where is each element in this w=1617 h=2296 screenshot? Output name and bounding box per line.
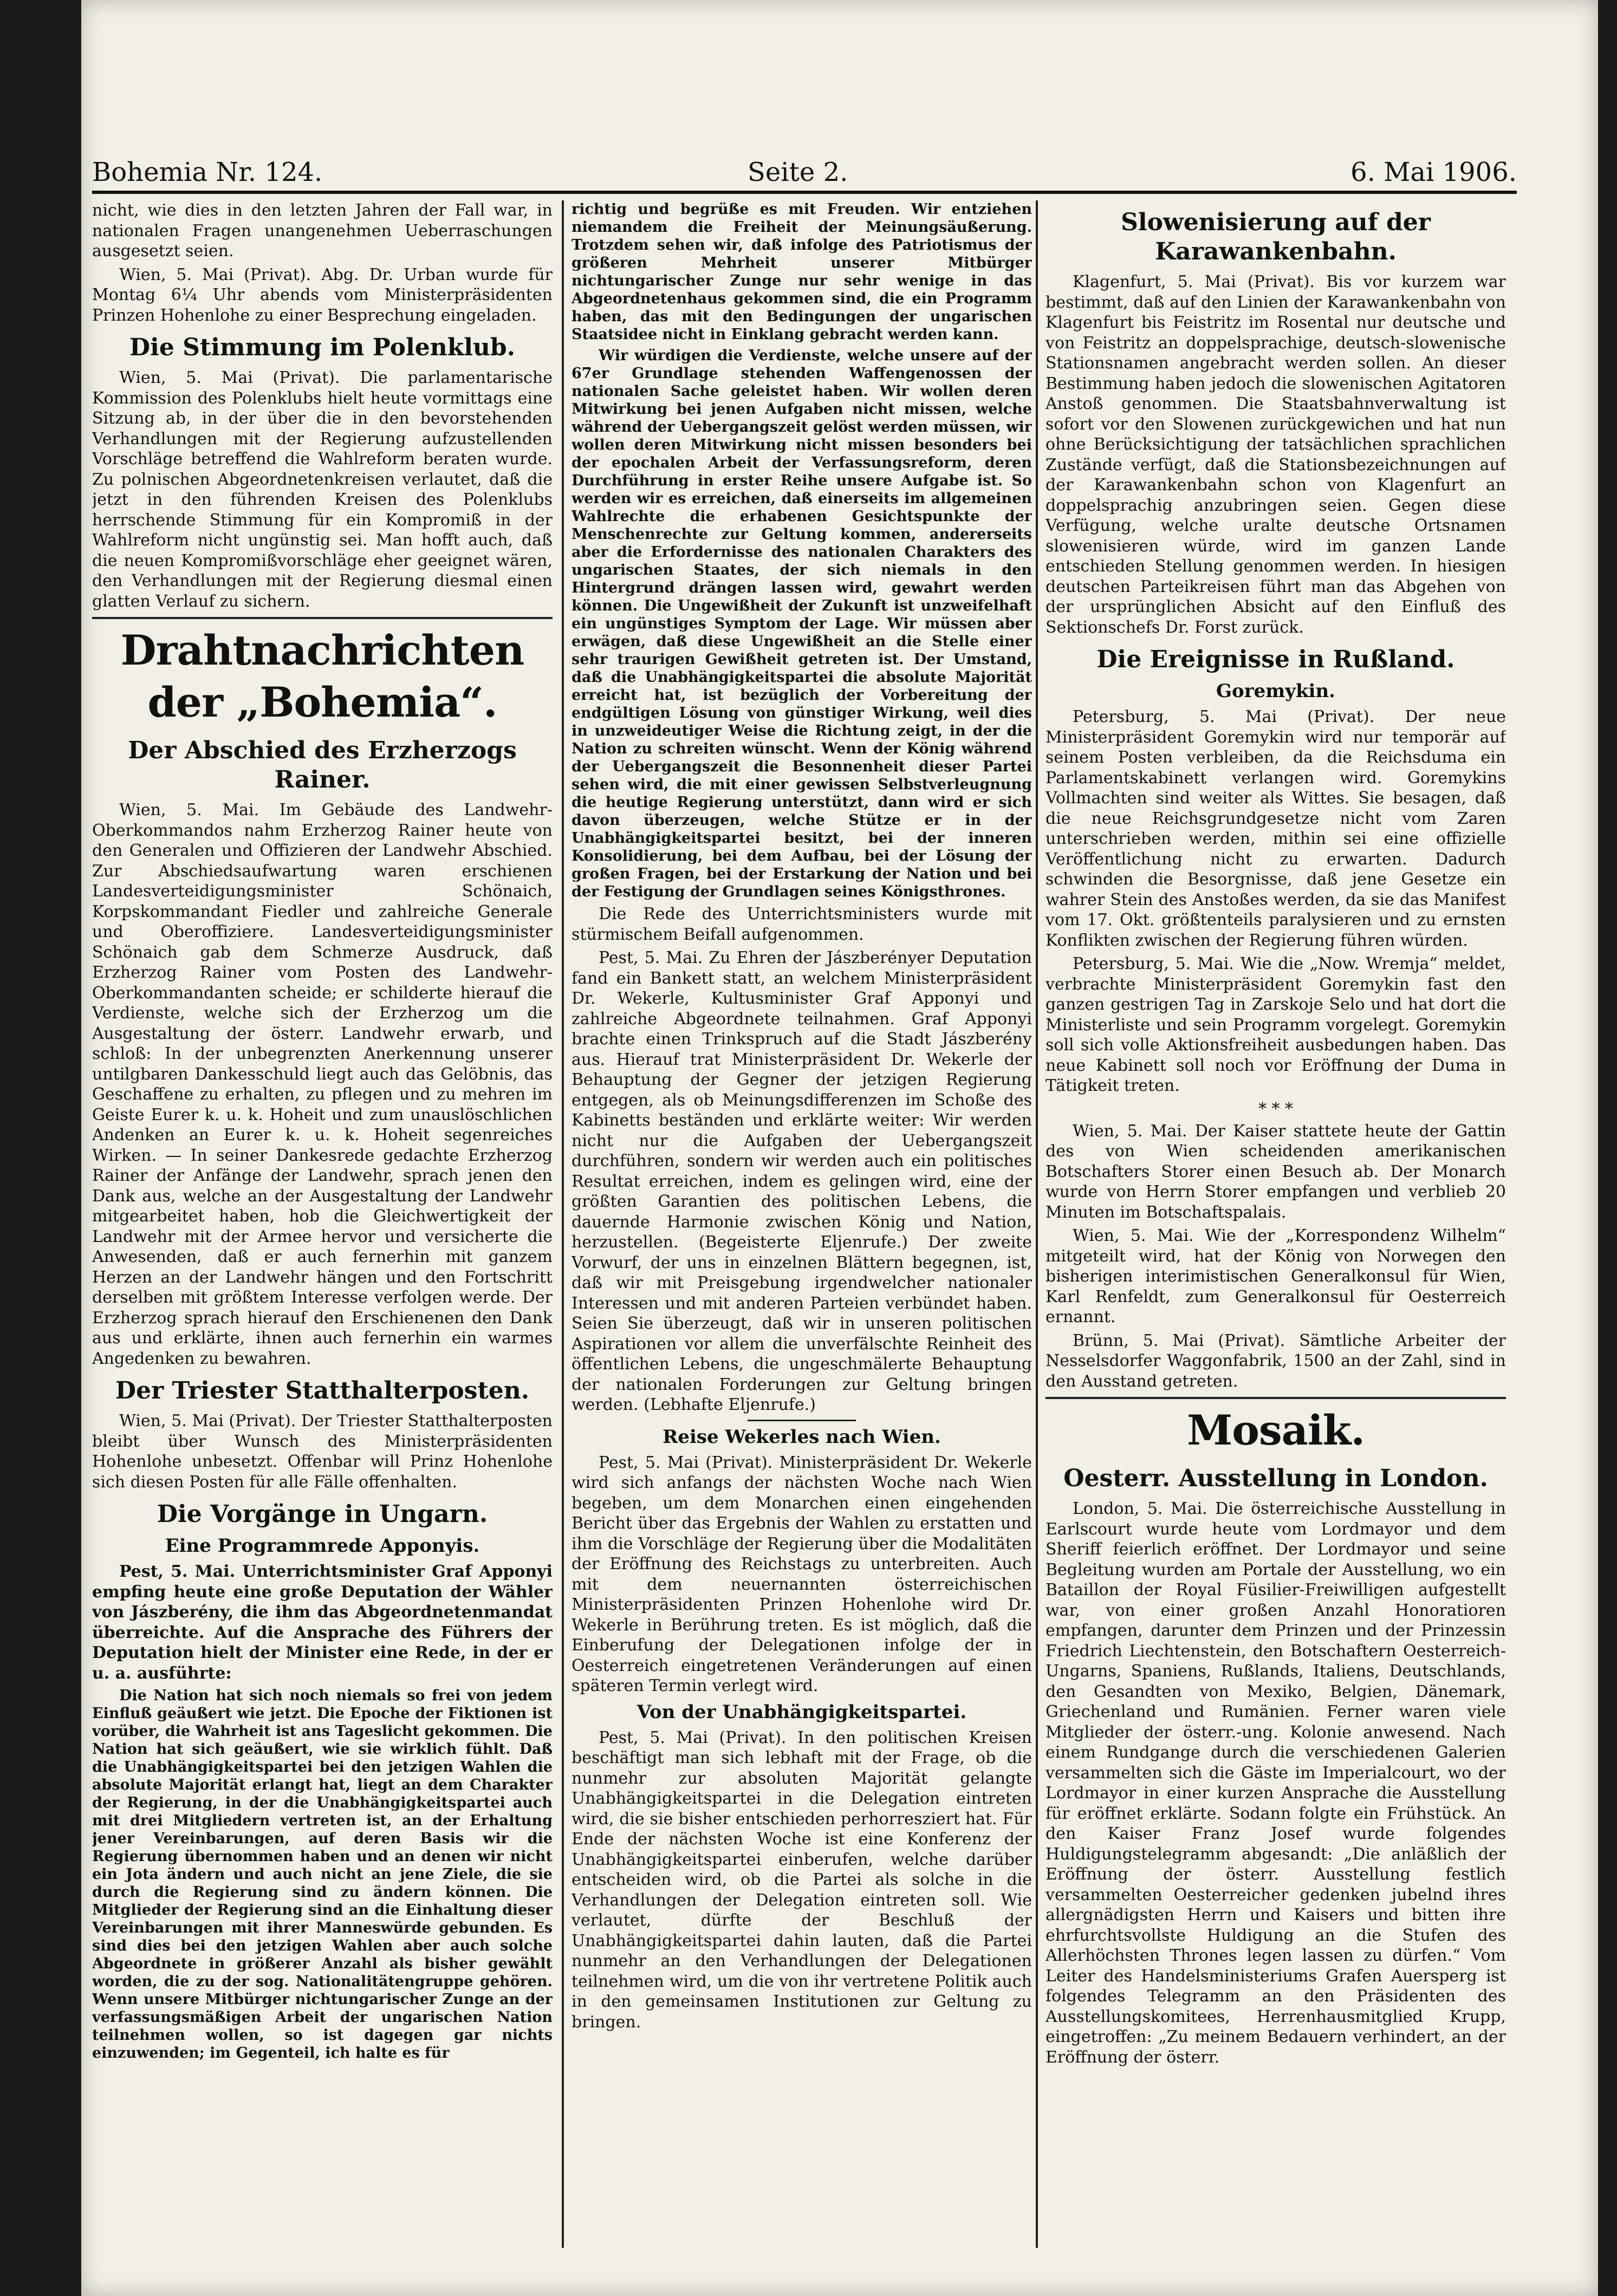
page-header (92, 157, 1517, 195)
headline-ungarn: Die Vorgänge in Ungarn. (157, 1500, 488, 1528)
article-text: Wien, 5. Mai. Wie der „Korrespondenz Wilhelm“ mitgeteilt wird, hat der König von Norwegen den bisherigen interimistischen Generalkonsul für Wien, Karl Renfeldt, zum Generalkonsul für Oesterreich ernannt. (1045, 1226, 1506, 1326)
column-1 (92, 200, 553, 2248)
section-title-mosaik: Mosaik. (1187, 1406, 1365, 1454)
article-text: Die Nation hat sich noch niemals so frei von jedem Einfluß geäußert wie jetzt. Die Epoche der Fiktionen ist vorüber, die Wahrheit ist ans Tageslicht gekommen. Die Nation hat sich geäußert, wie sie wirklich fühlt. Daß die Unabhängigkeitspartei bei den jetzigen Wahlen die absolute Majorität erlangt hat, liegt an dem Charakter der Regierung, in der die Unabhängigkeitspartei auch mit drei Mitgliedern vertreten ist, an der Erhaltung jener Vereinbarungen, auf deren Basis wir die Regierung übernommen haben und an denen wir nicht ein Jota ändern und auch nicht an jene Ziele, die sie durch die Regierung sind zu ändern können. Die Mitglieder der Regierung sind an die Einhaltung dieser Vereinbarungen mit ihrer Manneswürde gebunden. Es sind dies bei den jetzigen Wahlen aber auch solche Abgeordnete in größerer Anzahl als bisher gewählt worden, die zu der sog. Nationalitätengruppe gehören. Wenn unsere Mitbürger nichtungarischer Zunge an der verfassungsmäßigen Arbeit der ungarischen Nation teilnehmen wollen, so ist dagegen gar nichts einzuwenden; im Gegenteil, ich halte es für (92, 1687, 553, 2061)
section-rule (1045, 1397, 1506, 1399)
article-text: Wien, 5. Mai. Im Gebäude des Landwehr-Oberkommandos nahm Erzherzog Rainer heute von den Generalen und Offizieren der Landwehr Abschied. Zur Abschiedsaufwartung waren erschienen Landesverteidigungsminister Schönaich, Korpskommandant Fiedler und zahlreiche Generale und Oberoffiziere. Landesverteidigungsminister Schönaich gab dem Schmerze Ausdruck, daß Erzherzog Rainer vom Posten des Landwehr-Oberkommandanten scheide; er schilderte hierauf die Verdienste, welche sich der Erzherzog um die Ausgestaltung der österr. Landwehr erwarb, und schloß: In der unbegrenzten Anerkennung unserer untilgbaren Dankesschuld liegt auch das Gelöbnis, das Geschaffene zu erhalten, zu pflegen und zu mehren im Geiste Eurer k. u. k. Hoheit und zum unauslöschlichen Andenken an Eurer k. u. k. Hoheit segenreiches Wirken. — In seiner Dankesrede gedachte Erzherzog Rainer der Anfänge der Landwehr, sprach jenen den Dank aus, welche an der Ausgestaltung der Landwehr mitgearbeitet haben, hob die Gleichwertigkeit der Landwehr mit der Armee hervor und versicherte die Anwesenden, daß er auch fernerhin mit ganzem Herzen an der Landwehr hängen und den Fortschritt derselben mit größtem Interesse verfolgen werde. Der Erzherzog sprach hierauf den Erschienenen den Dank aus und erklärte, ihnen auch fernerhin ein warmes Angedenken zu bewahren. (92, 801, 553, 1368)
article-text: London, 5. Mai. Die österreichische Ausstellung in Earlscourt wurde heute vom Lordmayor und dem Sheriff feierlich eröffnet. Der Lordmayor und seine Begleitung wurden am Portale der Ausstellung, wo ein Bataillon der Royal Füsilier-Freiwilligen aufgestellt war, von einer großen Anzahl Honoratioren empfangen, darunter dem Prinzen und der Prinzessin Friedrich Liechtenstein, den Botschaftern Oesterreich-Ungarns, Spaniens, Rußlands, Italiens, Deutschlands, den Gesandten von Mexiko, Belgien, Dänemark, Griechenland und Rumänien. Ferner waren viele Mitglieder der österr.-ung. Kolonie anwesend. Nach einem Rundgange durch die verschiedenen Galerien versammelten sich die Gäste im Imperialcourt, wo der Lordmayor in einer kurzen Ansprache die Ausstellung für eröffnet erklärte. Sodann folgte ein Frühstück. An den Kaiser Franz Josef wurde folgendes Huldigungstelegramm abgesandt: „Die anläßlich der Eröffnung der österr. Ausstellung festlich versammelten Oesterreicher gedenken jubelnd ihres allergnädigsten Herrn und Kaisers und bitten ihre ehrfurchtsvollste Huldigung an die Stufen des Allerhöchsten Thrones legen lassen zu dürfen.“ Vom Leiter des Handelsministeriums Grafen Auersperg ist folgendes Telegramm an den Präsidenten des Ausstellungskomitees, Herrenhausmitglied Krupp, eingetroffen: „Zu meinem Bedauern verhindert, an der Eröffnung der österr. (1045, 1499, 1506, 2067)
article-text: Wien, 5. Mai (Privat). Der Triester Statthalterposten bleibt über Wunsch des Ministerpräsidenten Hohenlohe unbesetzt. Offenbar will Prinz Hohenlohe sich diesen Posten für alle Fälle offenhalten. (92, 1412, 553, 1492)
headline-russland: Die Ereignisse in Rußland. (1096, 646, 1455, 673)
headline-triest: Der Triester Statthalterposten. (115, 1377, 530, 1404)
article-text: Pest, 5. Mai. Zu Ehren der Jászberényer Deputation fand ein Bankett statt, an welchem Ministerpräsident Dr. Wekerle, Kultusminister Graf Apponyi und zahlreiche Abgeordnete teilnahmen. Graf Apponyi brachte einen Trinkspruch auf die Stadt Jászberény aus. Hierauf trat Ministerpräsident Dr. Wekerle der Behauptung der Gegner der jetzigen Regierung entgegen, als ob Meinungsdifferenzen im Schoße des Kabinetts beständen und erklärte weiter: Wir werden nicht nur die Aufgaben der Uebergangszeit durchführen, sondern wir werden auch ein politisches Resultat erreichen, indem es gelingen wird, eine der größten Garantien des politischen Lebens, die dauernde Harmonie zwischen König und Nation, herzustellen. (Begeisterte Eljenrufe.) Der zweite Vorwurf, der uns in einzelnen Blättern begegnen, ist, daß wir mit Preisgebung irgendwelcher nationaler Interessen und mit anderen Parteien verbündet haben. Seien Sie überzeugt, daß wir in unseren politischen Aspirationen vor allem die unverfälschte Reinheit des öffentlichen Lebens, die ungeschmälerte Behauptung der nationalen Forderungen zur Geltung bringen werden. (Lebhafte Eljenrufe.) (572, 948, 1032, 1414)
article-text: Wir würdigen die Verdienste, welche unsere auf der 67er Grundlage stehenden Waffengenossen der nationalen Sache geleistet haben. Wir wollen deren Mitwirkung bei jenen Aufgaben nicht missen, welche während der Uebergangszeit gelöst werden müssen, wir wollen deren Mitwirkung nicht missen besonders bei der epochalen Arbeit der Verfassungsreform, deren Durchführung in erster Reihe unsere Aufgabe ist. So werden wir es erreichen, daß einerseits im allgemeinen Wahlrechte die erhabenen Gesichtspunkte der Menschenrechte zur Geltung kommen, andererseits aber die Erfordernisse des nationalen Charakters des ungarischen Staates, der sich niemals in den Hintergrund drängen lassen wird, gewahrt werden können. Die Ungewißheit der Zukunft ist unzweifelhaft ein ungünstiges Symptom der Lage. Wir müssen aber erwägen, daß diese Ungewißheit an die Stelle einer sehr traurigen Gewißheit getreten ist. Der Umstand, daß die Unabhängigkeitspartei die absolute Majorität erreicht hat, ist bezüglich der Vorbereitung der endgültigen Lösung von günstiger Wirkung, weil dies in unzweideutiger Weise die Richtung zeigt, in der die Nation zu schreiten wünscht. Wenn der König während der Uebergangszeit die Besonnenheit dieser Partei sehen wird, die mit einer gewissen Selbstverleugnung die heutige Regierung unterstützt, dann wird er sich davon überzeugen, welche Stütze er in der Unabhängigkeitspartei besitzt, bei der inneren Konsolidierung, bei dem Aufbau, bei der Lösung der großen Fragen, bei der Erstarkung der Nation und bei der Festigung der Grundlagen seines Königsthrones. (572, 347, 1032, 900)
header-rule (92, 191, 1517, 194)
page-number: Seite 2. (748, 157, 848, 187)
article-text: Wien, 5. Mai. Der Kaiser stattete heute der Gattin des von Wien scheidenden amerikanischen Botschafters Storer einen Besuch ab. Der Monarch wurde von Herrn Storer empfangen und verblieb 20 Minuten im Botschaftspalais. (1045, 1121, 1506, 1222)
headline-unabhaengigkeitspartei: Von der Unabhängigkeitspartei. (637, 1701, 967, 1723)
article-text: Wien, 5. Mai (Privat). Die parlamentarische Kommission des Polenklubs hielt heute vormittags eine Sitzung ab, in der über die in den bevorstehenden Verhandlungen mit der Regierung aufzustellenden Vorschläge betreffend die Wahlreform beraten wurde. Zu polnischen Abgeordnetenkreisen verlautet, daß die jetzt in den führenden Kreisen des Polenklubs herrschende Stimmung für ein Kompromiß in der Wahlreform nicht ungünstig sei. Man hofft auch, daß die neuen Kompromißvorschläge eher geeignet wären, den Verhandlungen mit der Regierung diesmal einen glatten Verlauf zu sichern. (92, 368, 553, 611)
column-divider-1 (562, 200, 564, 2248)
subheadline-goremykin: Goremykin. (1216, 680, 1336, 702)
article-text: Petersburg, 5. Mai. Wie die „Now. Wremja“ meldet, verbrachte Ministerpräsident Goremykin fast den ganzen gestrigen Tag in Zarskoje Selo und hat dort die Ministerliste und sein Programm vorgelegt. Goremykin soll sich volle Aktionsfreiheit ausbedungen haben. Das neue Kabinett soll noch vor Eröffnung der Duma in Tätigkeit treten. (1045, 954, 1506, 1095)
article-text: Wien, 5. Mai (Privat). Abg. Dr. Urban wurde für Montag 6¼ Uhr abends vom Ministerpräsidenten Prinzen Hohenlohe zu einer Besprechung eingeladen. (92, 265, 553, 325)
article-text: Klagenfurt, 5. Mai (Privat). Bis vor kurzem war bestimmt, daß auf den Linien der Karawankenbahn von Klagenfurt bis Feistritz im Rosental nur deutsche und von Feistritz an doppelsprachige, deutsch-slowenische Stationsnamen angebracht werden sollen. An dieser Bestimmung haben jedoch die slowenischen Agitatoren Anstoß genommen. Die Staatsbahnverwaltung ist sofort vor den Slowenen zurückgewichen und hat nun ohne Berücksichtigung der tatsächlichen sprachlichen Zustände verfügt, daß die Stationsbezeichnungen auf der Karawankenbahn schon von Klagenfurt an doppelsprachig anzubringen seien. Gegen diese Verfügung, welche uralte deutsche Ortsnamen slowenisieren würde, wird im ganzen Lande entschieden Stellung genommen werden. In hiesigen deutschen Parteikreisen führt man das Abgehen von der ursprünglichen Absicht auf den Einfluß des Sektionschefs Dr. Forst zurück. (1045, 272, 1506, 637)
section-rule (92, 617, 553, 619)
article-text: nicht, wie dies in den letzten Jahren der Fall war, in nationalen Fragen unangenehmen Ueberraschungen ausgesetzt seien. (92, 201, 553, 261)
issue-date: 6. Mai 1906. (1350, 157, 1517, 187)
headline-abschied: Der Abschied des Erzherzogs Rainer. (128, 737, 517, 793)
headline-slowenisierung: Slowenisierung auf der Karawankenbahn. (1121, 209, 1431, 265)
section-stars: * * * (1258, 1099, 1294, 1118)
headline-reise-wekerle: Reise Wekerles nach Wien. (663, 1426, 941, 1448)
short-rule (748, 1420, 856, 1421)
column-divider-2 (1036, 200, 1038, 2248)
article-text: Pest, 5. Mai (Privat). Ministerpräsident Dr. Wekerle wird sich anfangs der nächsten Woche nach Wien begeben, um dem Monarchen einen eingehenden Bericht über das Ergebnis der Wahlen zu erstatten und ihm die Vorschläge der Regierung über die Modalitäten der Eröffnung des Reichstags zu unterbreiten. Auch mit dem neuernannten österreichischen Ministerpräsidenten Prinzen Hohenlohe wird Dr. Wekerle in Berührung treten. Es ist möglich, daß die Einberufung der Delegationen infolge der in Oesterreich eingetretenen Veränderungen auf einen späteren Termin verlegt wird. (572, 1453, 1032, 1695)
headline-polenklub: Die Stimmung im Polenklub. (129, 334, 515, 361)
column-3 (1045, 200, 1506, 2248)
article-text: Pest, 5. Mai. Unterrichtsminister Graf Apponyi empfing heute eine große Deputation der Wähler von Jászberény, die ihm das Abgeordnetenmandat überreichte. Auf die Ansprache des Führers der Deputation hielt der Minister eine Rede, in der er u. a. ausführte: (92, 1562, 553, 1683)
headline-ausstellung-london: Oesterr. Ausstellung in London. (1063, 1465, 1488, 1492)
section-title-drahtnachrichten: Drahtnachrichten der „Bohemia“. (120, 626, 524, 726)
article-text: Pest, 5. Mai (Privat). In den politischen Kreisen beschäftigt man sich lebhaft mit der Frage, ob die nunmehr zur absoluten Majorität gelangte Unabhängigkeitspartei in die Delegation eintreten wird, die sie bisher entschieden perhorresziert hat. Für Ende der nächsten Woche ist eine Konferenz der Unabhängigkeitspartei einberufen, welche darüber entscheiden wird, ob die Partei als solche in die Verhandlungen der Delegation eintreten soll. Wie verlautet, dürfte der Beschluß der Unabhängigkeitspartei dahin lauten, daß die Partei nunmehr an den Verhandlungen der Delegationen teilnehmen wird, um die von ihr vertretene Politik auch in den gemeinsamen Institutionen zur Geltung zu bringen. (572, 1728, 1032, 2032)
article-text: Petersburg, 5. Mai (Privat). Der neue Ministerpräsident Goremykin wird nur temporär auf seinem Posten verbleiben, da die Reichsduma ein Parlamentskabinett verlangen wird. Goremykins Vollmachten sind weiter als Wittes. Sie besagen, daß die neue Reichsgrundgesetze nicht vom Zaren unterschrieben werden, mithin sei eine offizielle Veröffentlichung nicht zu erwarten. Dadurch schwinden die Besorgnisse, daß jene Gesetze ein wahrer Stein des Anstoßes werden, da sie das Manifest vom 17. Okt. größtenteils paralysieren und zu ernsten Konflikten zwischen der Regierung führen würden. (1045, 707, 1506, 950)
article-text: Die Rede des Unterrichtsministers wurde mit stürmischem Beifall aufgenommen. (572, 905, 1032, 944)
masthead-issue: Bohemia Nr. 124. (92, 157, 323, 187)
subheadline-apponyi: Eine Programmrede Apponyis. (165, 1535, 480, 1557)
article-text: Brünn, 5. Mai (Privat). Sämtliche Arbeiter der Nesselsdorfer Waggonfabrik, 1500 an der Zahl, sind in den Ausstand getreten. (1045, 1331, 1506, 1391)
article-text: richtig und begrüße es mit Freuden. Wir entziehen niemandem die Freiheit der Meinungsäußerung. Trotzdem sehen wir, daß infolge des Patriotismus der größeren Mehrheit unserer Mitbürger nichtungarischer Zunge nur sehr wenige in das Abgeordnetenhaus gekommen sind, die ein Programm haben, das mit den Bedingungen der ungarischen Staatsidee nicht in Einklang gebracht werden kann. (572, 201, 1032, 343)
column-2 (572, 200, 1032, 2248)
